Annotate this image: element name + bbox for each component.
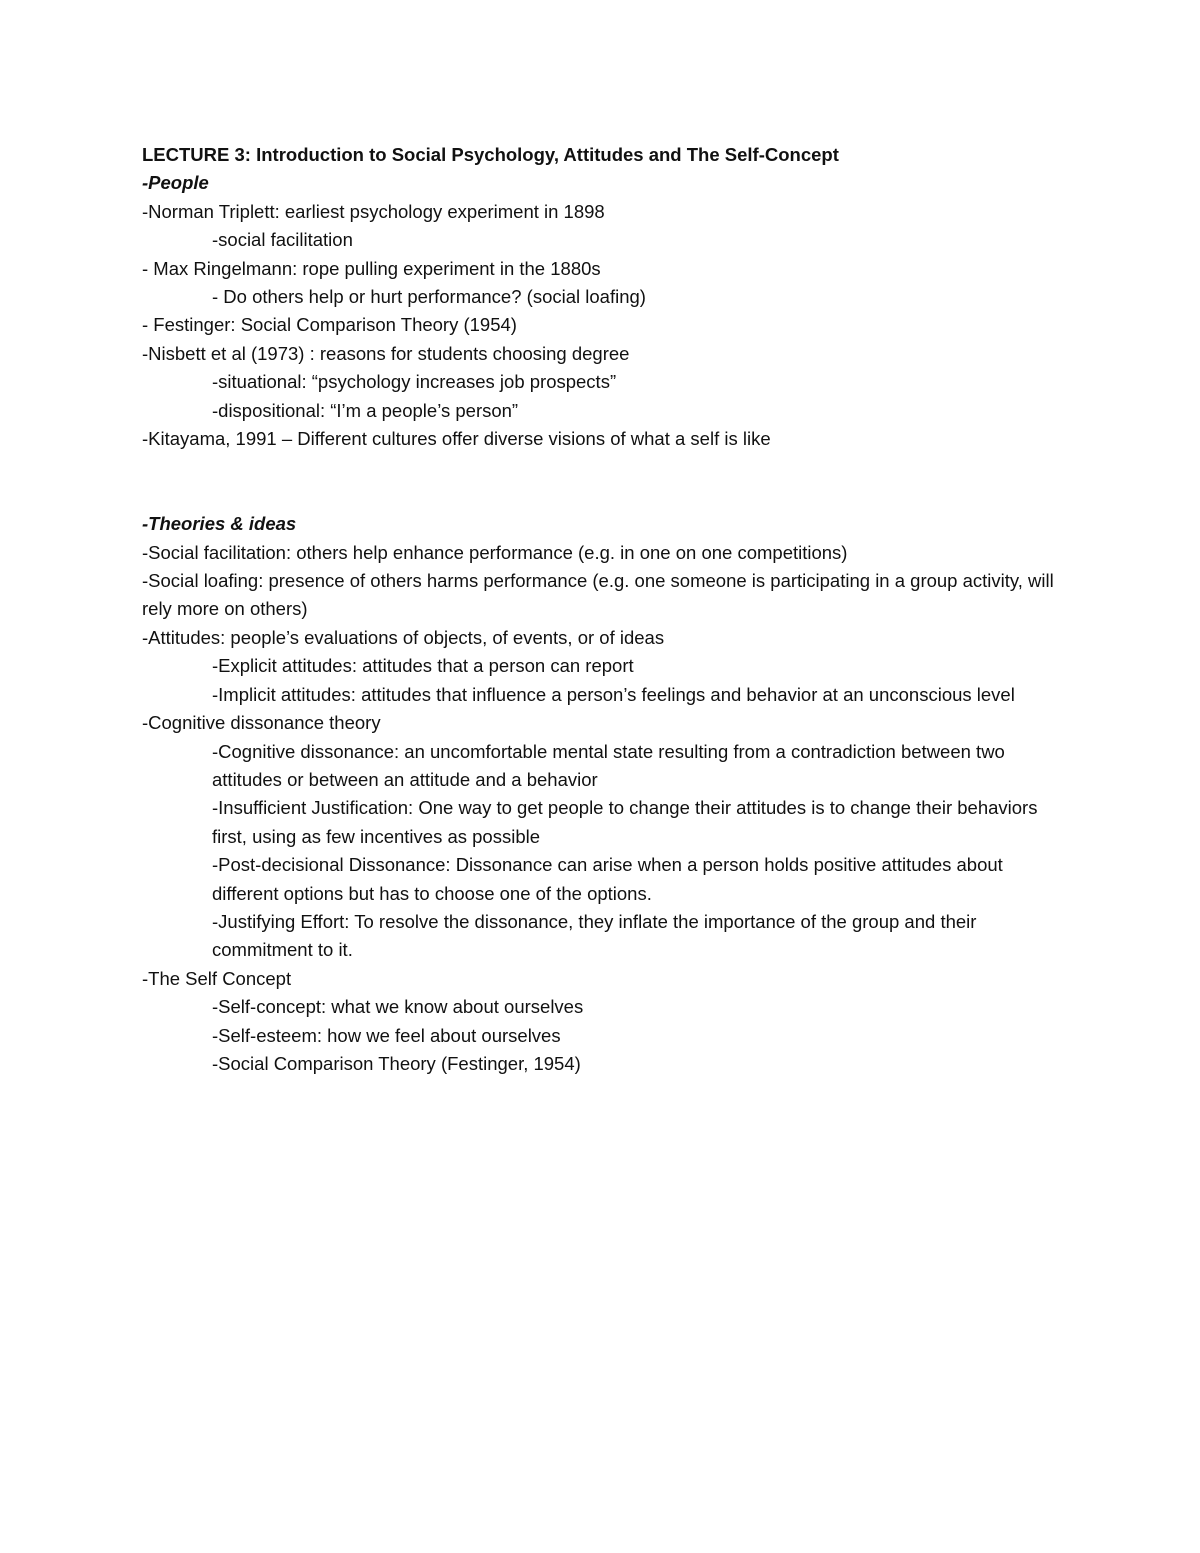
section-heading-people: -People	[142, 172, 209, 194]
note-line: -Social facilitation: others help enhance performance (e.g. in one on one competitions)	[142, 541, 848, 563]
note-subline: -social facilitation	[212, 229, 353, 251]
note-line: - Festinger: Social Comparison Theory (1954)	[142, 314, 517, 336]
note-line: -Social loafing: presence of others harms performance (e.g. one someone is participating in a group activity, will rely more on others)	[142, 570, 1059, 620]
note-subline: -Insufficient Justification: One way to get people to change their attitudes is to change their behaviors first, using as few incentives as possible	[212, 797, 1043, 847]
section-heading-theories: -Theories & ideas	[142, 513, 297, 535]
note-line: -The Self Concept	[142, 967, 292, 989]
note-line: -Cognitive dissonance theory	[142, 712, 381, 734]
note-line: -Nisbett et al (1973) : reasons for students choosing degree	[142, 342, 630, 364]
note-line: -Attitudes: people’s evaluations of objects, of events, or of ideas	[142, 626, 665, 648]
note-subline: - Do others help or hurt performance? (social loafing)	[212, 286, 646, 308]
note-subline: -Justifying Effort: To resolve the dissonance, they inflate the importance of the group and their commitment to it.	[212, 910, 982, 961]
note-subline: -dispositional: “I’m a people’s person”	[212, 399, 519, 421]
note-subline: -Post-decisional Dissonance: Dissonance can arise when a person holds positive attitudes about different options but has to choose one of the options.	[212, 854, 1008, 904]
note-line: - Max Ringelmann: rope pulling experiment in the 1880s	[142, 257, 601, 279]
note-line: -Kitayama, 1991 – Different cultures offer diverse visions of what a self is like	[142, 428, 771, 450]
note-subline: -situational: “psychology increases job prospects”	[212, 371, 617, 393]
note-subline: -Implicit attitudes: attitudes that influence a person’s feelings and behavior at an unconscious level	[212, 683, 1015, 705]
note-subline: -Cognitive dissonance: an uncomfortable mental state resulting from a contradiction between two attitudes or between an attitude and a behavior	[212, 740, 1010, 790]
note-subline: -Explicit attitudes: attitudes that a person can report	[212, 655, 634, 677]
lecture-title: LECTURE 3: Introduction to Social Psychology, Attitudes and The Self-Concept	[142, 144, 839, 165]
document-content	[142, 141, 1062, 1078]
section-spacer	[142, 453, 1062, 510]
note-subline: -Self-concept: what we know about ourselves	[212, 996, 584, 1018]
note-subline: -Self-esteem: how we feel about ourselves	[212, 1024, 561, 1046]
note-subline: -Social Comparison Theory (Festinger, 1954)	[212, 1052, 581, 1074]
note-line: -Norman Triplett: earliest psychology experiment in 1898	[142, 200, 605, 222]
